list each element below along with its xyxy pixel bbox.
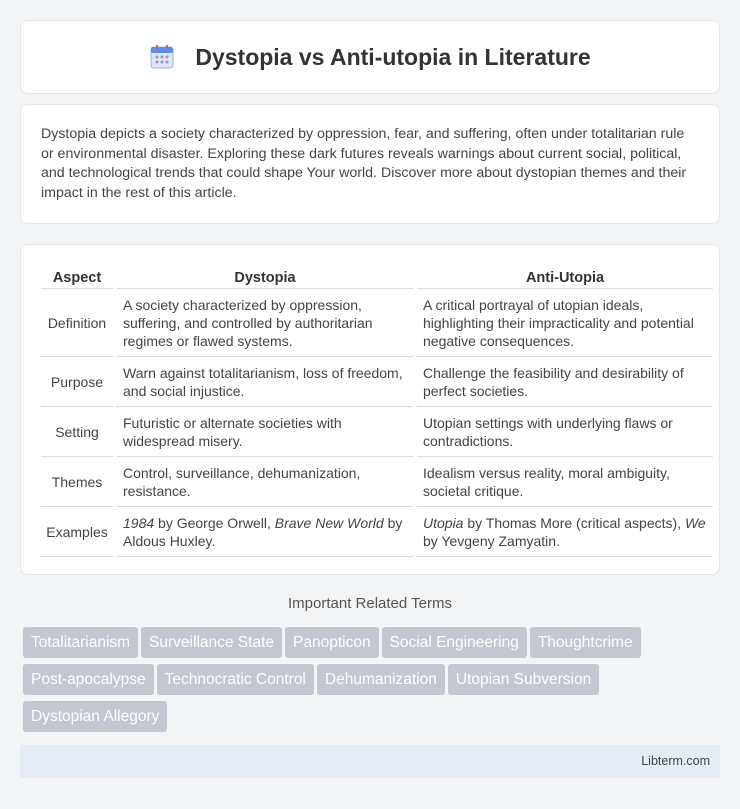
row-aspect: Themes <box>41 457 113 507</box>
calendar-grid-icon <box>149 44 175 70</box>
book-title: 1984 <box>123 515 155 531</box>
table-header-row <box>41 265 713 289</box>
row-dystopia: Warn against totalitarianism, loss of freedom, and social injustice. <box>117 357 413 407</box>
author-text: by Aldous Huxley. <box>123 515 403 549</box>
row-aspect: Definition <box>41 289 113 357</box>
related-terms-title: Important Related Terms <box>288 595 452 612</box>
author-text: by Yevgeny Zamyatin. <box>423 533 560 549</box>
row-aspect: Examples <box>41 507 113 557</box>
tag-item[interactable]: Panopticon <box>285 627 379 658</box>
row-dystopia: Control, surveillance, dehumanization, resistance. <box>117 457 413 507</box>
page-title: Dystopia vs Anti-utopia in Literature <box>195 43 591 70</box>
author-text: by George Orwell, <box>154 515 275 531</box>
row-anti-utopia: Idealism versus reality, moral ambiguity, societal critique. <box>417 457 713 507</box>
row-anti-utopia: A critical portrayal of utopian ideals, highlighting their impracticality and potential negative consequences. <box>417 289 713 357</box>
intro-card <box>20 104 720 224</box>
table-row <box>41 289 713 357</box>
book-title: Utopia <box>423 515 464 531</box>
table-row <box>41 357 713 407</box>
related-terms-list <box>23 627 723 738</box>
row-dystopia: A society characterized by oppression, suffering, and controlled by authoritarian regimes or flawed systems. <box>117 289 413 357</box>
tag-item[interactable]: Surveillance State <box>141 627 282 658</box>
header-dystopia: Dystopia <box>117 265 413 289</box>
table-row <box>41 507 713 557</box>
tag-item[interactable]: Post-apocalypse <box>23 664 154 695</box>
header-anti-utopia: Anti-Utopia <box>417 265 713 289</box>
tag-item[interactable]: Utopian Subversion <box>448 664 599 695</box>
row-dystopia <box>117 507 413 557</box>
tag-item[interactable]: Technocratic Control <box>157 664 314 695</box>
comparison-table-card <box>20 244 720 575</box>
header-aspect: Aspect <box>41 265 113 289</box>
tag-item[interactable]: Thoughtcrime <box>530 627 641 658</box>
row-anti-utopia: Challenge the feasibility and desirability of perfect societies. <box>417 357 713 407</box>
tag-item[interactable]: Totalitarianism <box>23 627 138 658</box>
table-row <box>41 407 713 457</box>
book-title: Brave New World <box>274 515 384 531</box>
row-aspect: Purpose <box>41 357 113 407</box>
footer <box>20 745 720 778</box>
row-dystopia: Futuristic or alternate societies with widespread misery. <box>117 407 413 457</box>
row-aspect: Setting <box>41 407 113 457</box>
tag-item[interactable]: Dehumanization <box>317 664 445 695</box>
row-anti-utopia <box>417 507 713 557</box>
footer-link[interactable]: Libterm.com <box>641 754 710 768</box>
book-title: We <box>684 515 706 531</box>
table-row <box>41 457 713 507</box>
tag-item[interactable]: Dystopian Allegory <box>23 701 167 732</box>
intro-text: Dystopia depicts a society characterized by oppression, fear, and suffering, often under totalitarian rule or environmental disaster. Exploring these dark futures reveals warnings about current social, political, and technological trends that could shape Your world. Discover more about dystopian themes and their impact in the rest of this article. <box>41 126 687 201</box>
author-text: by Thomas More (critical aspects), <box>463 515 685 531</box>
comparison-table <box>37 265 717 557</box>
row-anti-utopia: Utopian settings with underlying flaws or contradictions. <box>417 407 713 457</box>
tag-item[interactable]: Social Engineering <box>382 627 527 658</box>
header-card <box>20 20 720 94</box>
